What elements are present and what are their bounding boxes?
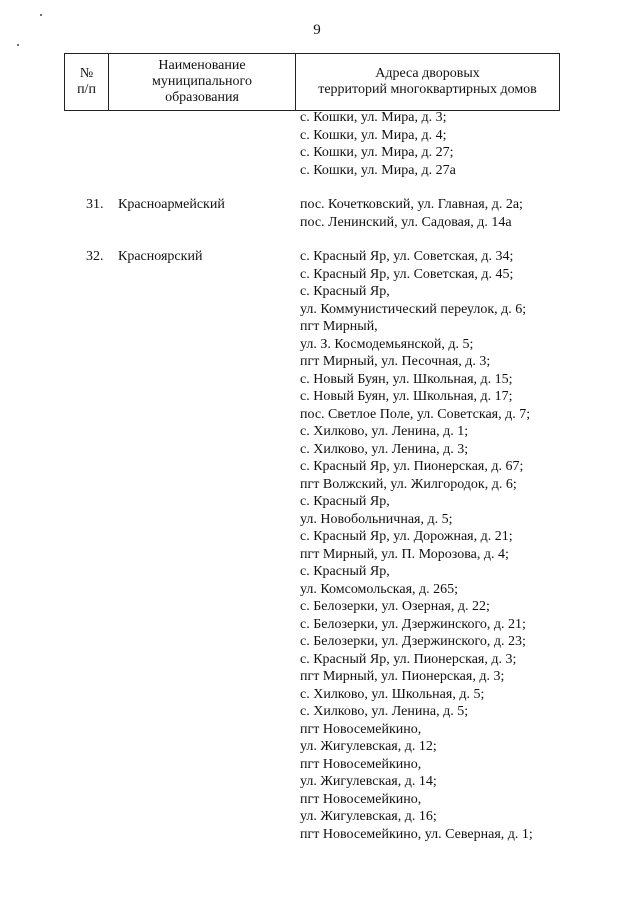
address-line: с. Белозерки, ул. Дзержинского, д. 23; bbox=[300, 634, 526, 649]
header-name-line: Наименование bbox=[158, 58, 246, 73]
address-line: с. Хилково, ул. Школьная, д. 5; bbox=[300, 686, 485, 702]
address-line: пгт Новосемейкино, bbox=[300, 756, 422, 772]
scan-speck bbox=[40, 14, 42, 16]
address-list bbox=[300, 109, 600, 179]
address-line: с. Кошки, ул. Мира, д. 4; bbox=[300, 127, 447, 143]
address-list bbox=[300, 248, 600, 843]
header-name-line: муниципального bbox=[152, 74, 252, 89]
row-number: 32. bbox=[86, 249, 104, 264]
address-line: с. Красный Яр, bbox=[300, 284, 390, 299]
row-number: 31. bbox=[86, 197, 104, 212]
address-line: пос. Кочетковский, ул. Главная, д. 2а; bbox=[300, 197, 523, 212]
address-line: с. Кошки, ул. Мира, д. 27а bbox=[300, 162, 456, 178]
address-line: пгт Новосемейкино, bbox=[300, 721, 422, 737]
address-line: ул. Коммунистический переулок, д. 6; bbox=[300, 301, 527, 317]
table-header bbox=[64, 53, 560, 111]
address-line: ул. Новобольничная, д. 5; bbox=[300, 511, 453, 527]
header-number-column bbox=[65, 54, 109, 111]
address-line: ул. Жигулевская, д. 16; bbox=[300, 809, 437, 824]
header-name-column bbox=[109, 54, 296, 111]
address-line: с. Белозерки, ул. Озерная, д. 22; bbox=[300, 599, 490, 614]
header-name-line: образования bbox=[165, 90, 239, 105]
address-line: с. Красный Яр, ул. Пионерская, д. 3; bbox=[300, 651, 517, 667]
page-number: 9 bbox=[313, 22, 321, 38]
address-line: с. Кошки, ул. Мира, д. 3; bbox=[300, 110, 447, 125]
address-line: ул. Жигулевская, д. 12; bbox=[300, 739, 437, 754]
address-line: пгт Мирный, ул. П. Морозова, д. 4; bbox=[300, 546, 509, 562]
address-line: с. Красный Яр, bbox=[300, 564, 390, 579]
address-line: пос. Ленинский, ул. Садовая, д. 14а bbox=[300, 214, 512, 230]
address-line: с. Красный Яр, ул. Советская, д. 34; bbox=[300, 249, 514, 264]
address-line: пгт Волжский, ул. Жилгородок, д. 6; bbox=[300, 476, 517, 492]
address-line: с. Кошки, ул. Мира, д. 27; bbox=[300, 145, 454, 160]
header-address-line: Адреса дворовых bbox=[375, 66, 480, 81]
address-line: пгт Новосемейкино, ул. Северная, д. 1; bbox=[300, 826, 533, 842]
address-line: пгт Мирный, ул. Песочная, д. 3; bbox=[300, 354, 491, 369]
address-list bbox=[300, 196, 600, 231]
address-line: ул. З. Космодемьянской, д. 5; bbox=[300, 336, 474, 352]
address-line: с. Красный Яр, ул. Дорожная, д. 21; bbox=[300, 529, 513, 544]
address-line: с. Новый Буян, ул. Школьная, д. 15; bbox=[300, 371, 513, 387]
address-line: пгт Мирный, bbox=[300, 319, 378, 334]
address-line: с. Красный Яр, ул. Пионерская, д. 67; bbox=[300, 459, 524, 474]
header-address-line: территорий многоквартирных домов bbox=[318, 82, 537, 97]
address-line: с. Хилково, ул. Ленина, д. 3; bbox=[300, 441, 469, 457]
header-number-line: № bbox=[79, 66, 94, 81]
municipality-name: Красноярский bbox=[118, 249, 203, 264]
address-line: с. Хилково, ул. Ленина, д. 5; bbox=[300, 704, 469, 719]
address-line: ул. Жигулевская, д. 14; bbox=[300, 774, 437, 789]
address-line: с. Хилково, ул. Ленина, д. 1; bbox=[300, 424, 469, 439]
header-address-column bbox=[296, 54, 560, 111]
address-line: пгт Новосемейкино, bbox=[300, 791, 422, 807]
address-line: с. Красный Яр, bbox=[300, 494, 390, 509]
address-line: с. Новый Буян, ул. Школьная, д. 17; bbox=[300, 389, 513, 404]
municipality-name: Красноармейский bbox=[118, 197, 225, 212]
address-line: пгт Мирный, ул. Пионерская, д. 3; bbox=[300, 669, 505, 684]
scan-speck bbox=[17, 44, 19, 46]
address-line: ул. Комсомольская, д. 265; bbox=[300, 581, 459, 597]
address-line: с. Красный Яр, ул. Советская, д. 45; bbox=[300, 266, 514, 282]
address-line: пос. Светлое Поле, ул. Советская, д. 7; bbox=[300, 406, 531, 422]
address-line: с. Белозерки, ул. Дзержинского, д. 21; bbox=[300, 616, 526, 632]
header-number-line: п/п bbox=[77, 82, 96, 97]
